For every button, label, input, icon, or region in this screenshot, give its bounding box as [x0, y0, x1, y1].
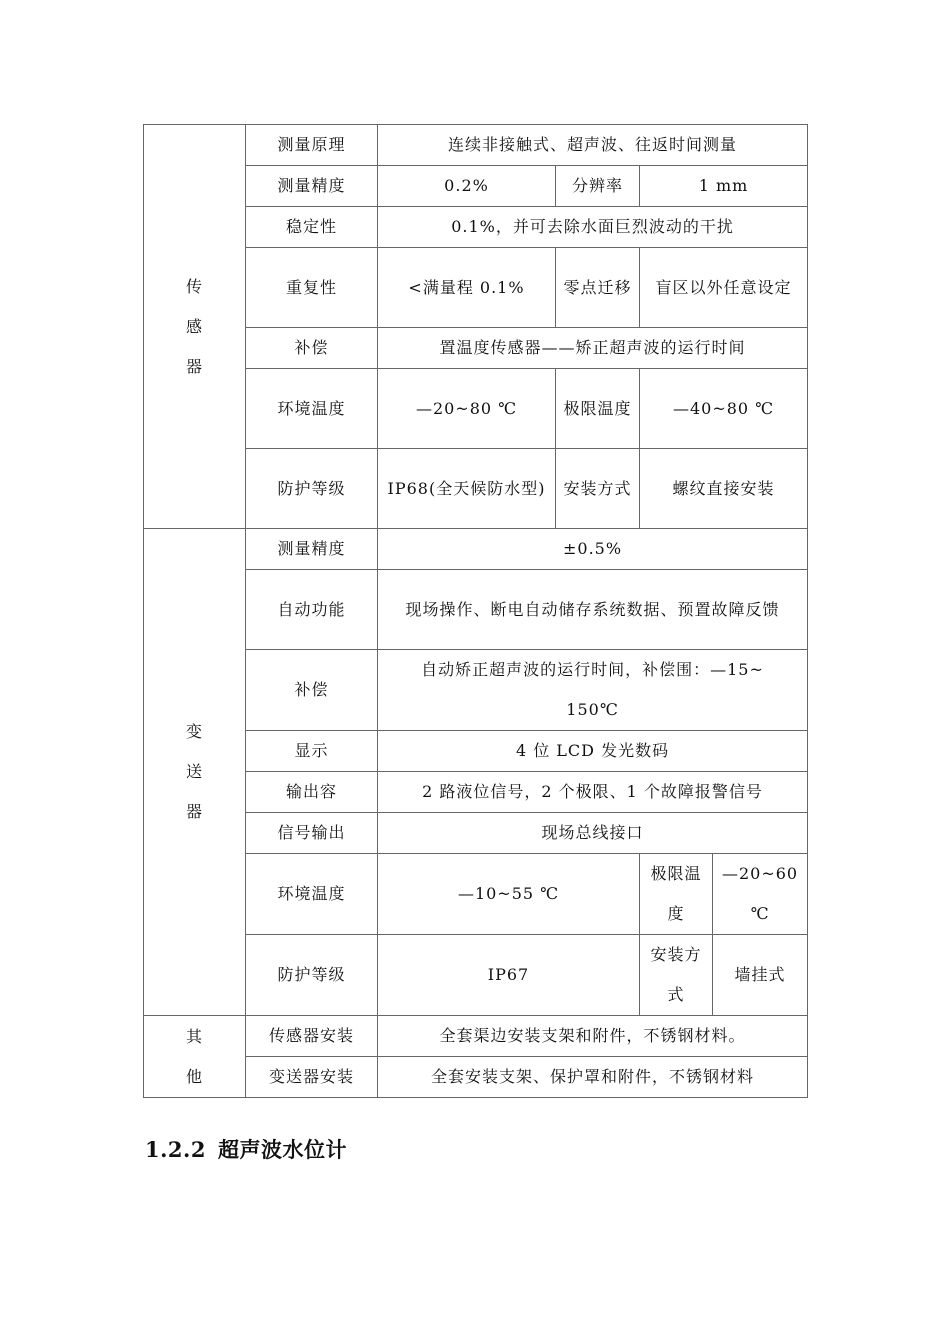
row-label: 测量精度: [246, 529, 378, 570]
row-value: 2 路液位信号，2 个极限、1 个故障报警信号: [378, 772, 808, 813]
group-other-label: 其 他: [144, 1016, 246, 1098]
spec-table: [143, 124, 808, 1098]
section-heading: [145, 1134, 347, 1164]
row-label: 测量原理: [246, 125, 378, 166]
row-value: 置温度传感器——矫正超声波的运行时间: [378, 328, 808, 369]
row-value-secondary: 螺纹直接安装: [640, 449, 808, 529]
row-label: 变送器安装: [246, 1057, 378, 1098]
row-value-secondary: —20~60 ℃: [713, 854, 808, 935]
row-label-secondary: 安装方式: [556, 449, 640, 529]
row-value: 现场总线接口: [378, 813, 808, 854]
row-value: 0.1%，并可去除水面巨烈波动的干扰: [378, 207, 808, 248]
row-value: —20~80 ℃: [378, 369, 556, 449]
row-value: ±0.5%: [378, 529, 808, 570]
row-label: 显示: [246, 731, 378, 772]
row-label: 重复性: [246, 248, 378, 328]
row-label: 补偿: [246, 650, 378, 731]
row-label: 防护等级: [246, 449, 378, 529]
table-row: [144, 1016, 808, 1057]
row-value-secondary: —40~80 ℃: [640, 369, 808, 449]
row-label-secondary: 分辨率: [556, 166, 640, 207]
section-title: 超声波水位计: [217, 1137, 347, 1162]
row-label: 防护等级: [246, 935, 378, 1016]
row-value: 连续非接触式、超声波、往返时间测量: [378, 125, 808, 166]
row-label: 测量精度: [246, 166, 378, 207]
row-label: 环境温度: [246, 369, 378, 449]
row-value: 自动矫正超声波的运行时间，补偿围：—15~150℃: [378, 650, 808, 731]
row-value: IP68(全天候防水型): [378, 449, 556, 529]
table-row: [144, 125, 808, 166]
row-label-secondary: 安装方式: [640, 935, 713, 1016]
row-value: <满量程 0.1%: [378, 248, 556, 328]
row-label-secondary: 零点迁移: [556, 248, 640, 328]
row-value: 全套安装支架、保护罩和附件，不锈钢材料: [378, 1057, 808, 1098]
row-label: 自动功能: [246, 570, 378, 650]
row-value: 全套渠边安装支架和附件，不锈钢材料。: [378, 1016, 808, 1057]
row-value-secondary: 1 mm: [640, 166, 808, 207]
group-transmitter-label: 变 送 器: [144, 529, 246, 1016]
row-label: 环境温度: [246, 854, 378, 935]
row-value-secondary: 墙挂式: [713, 935, 808, 1016]
group-sensor-label: 传 感 器: [144, 125, 246, 529]
row-label-secondary: 极限温度: [556, 369, 640, 449]
row-label-secondary: 极限温度: [640, 854, 713, 935]
row-label: 输出容: [246, 772, 378, 813]
row-value: 4 位 LCD 发光数码: [378, 731, 808, 772]
table-row: [144, 529, 808, 570]
row-value: IP67: [378, 935, 640, 1016]
row-value-secondary: 盲区以外任意设定: [640, 248, 808, 328]
row-label: 补偿: [246, 328, 378, 369]
row-label: 稳定性: [246, 207, 378, 248]
row-value: 现场操作、断电自动储存系统数据、预置故障反馈: [378, 570, 808, 650]
section-number: 1.2.2: [145, 1137, 206, 1162]
row-label: 信号输出: [246, 813, 378, 854]
row-value: —10~55 ℃: [378, 854, 640, 935]
row-value: 0.2%: [378, 166, 556, 207]
row-label: 传感器安装: [246, 1016, 378, 1057]
